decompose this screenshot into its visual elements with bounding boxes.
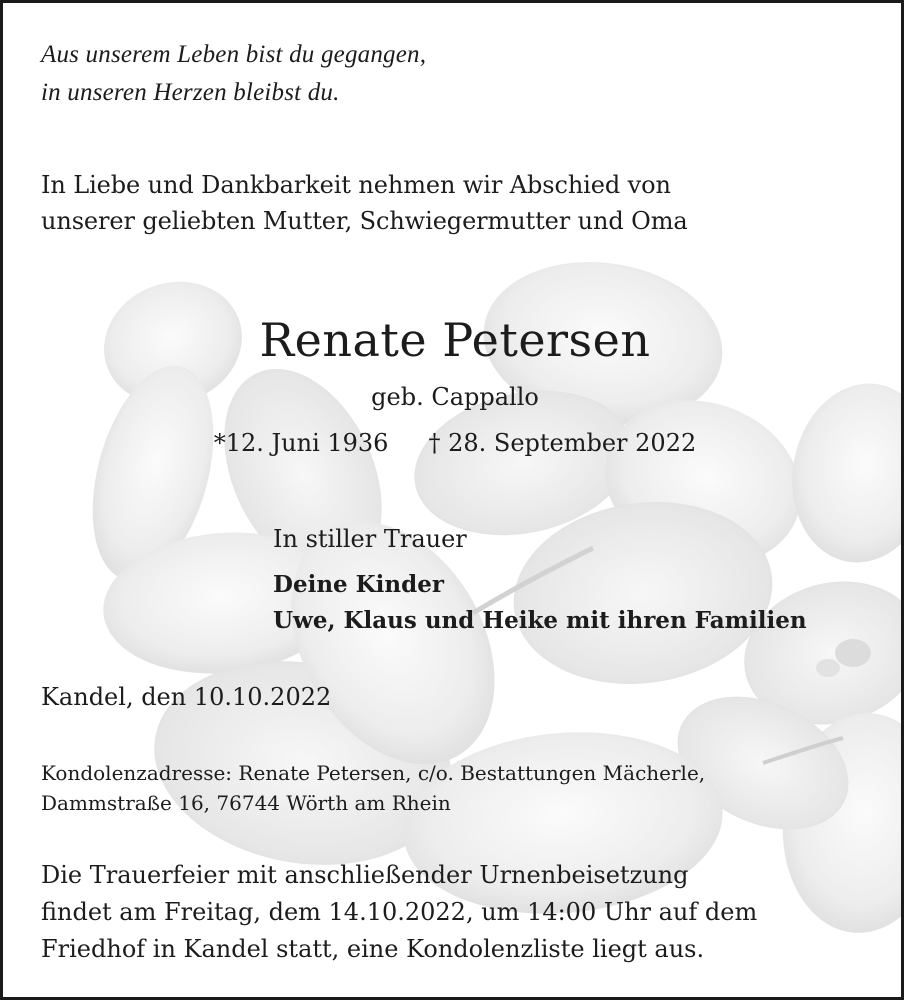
funeral-line-3: Friedhof in Kandel statt, eine Kondolenzliste liegt aus. [41, 935, 705, 963]
deceased-name: Renate Petersen [259, 313, 651, 367]
notice-content [3, 3, 904, 1000]
condolence-line-1: Kondolenzadresse: Renate Petersen, c/o. Bestattungen Mächerle, [41, 761, 706, 785]
quote-line-1: Aus unserem Leben bist du gegangen, [41, 41, 427, 68]
quote-line-2: in unseren Herzen bleibst du. [41, 79, 340, 106]
death-date: † 28. September 2022 [428, 429, 697, 457]
funeral-line-2: findet am Freitag, dem 14.10.2022, um 14:00 Uhr auf dem [41, 898, 758, 926]
condolence-line-2: Dammstraße 16, 76744 Wörth am Rhein [41, 791, 451, 815]
place-date: Kandel, den 10.10.2022 [41, 683, 332, 711]
birth-date: *12. Juni 1936 [213, 429, 389, 457]
mourners-line-1: Deine Kinder [273, 571, 444, 598]
funeral-line-1: Die Trauerfeier mit anschließender Urnenbeisetzung [41, 861, 689, 889]
mourning-intro: In stiller Trauer [273, 525, 467, 553]
intro-line-2: unserer geliebten Mutter, Schwiegermutter und Oma [41, 207, 688, 235]
mourners-line-2: Uwe, Klaus und Heike mit ihren Familien [273, 607, 807, 634]
maiden-name: geb. Cappallo [371, 383, 539, 411]
life-dates [3, 429, 904, 457]
intro-line-1: In Liebe und Dankbarkeit nehmen wir Abschied von [41, 171, 671, 199]
